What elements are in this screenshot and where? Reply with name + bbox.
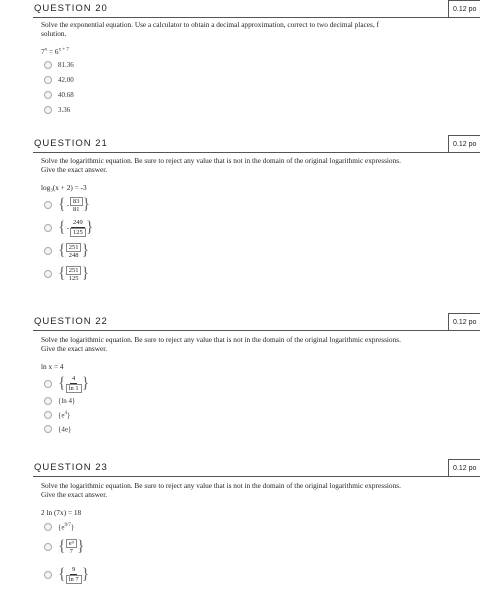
answer-option-a[interactable] xyxy=(44,374,89,394)
question-header xyxy=(0,0,480,18)
radio-button[interactable] xyxy=(44,397,52,405)
equation: $7^x = 6^{x + 7}$ xyxy=(41,47,69,56)
brace-open: { xyxy=(58,219,66,236)
brace-close: } xyxy=(85,219,94,236)
brace-close: } xyxy=(81,242,90,259)
option-label: 3.36 xyxy=(58,106,71,114)
radio-button[interactable] xyxy=(44,247,52,255)
brace-open: { xyxy=(58,242,66,259)
answer-option-c[interactable] xyxy=(44,565,89,585)
radio-button[interactable] xyxy=(44,523,52,531)
radio-button[interactable] xyxy=(44,380,52,388)
answer-option-d[interactable] xyxy=(44,423,71,435)
fraction: $\frac{9}{\ln 7}$ xyxy=(66,566,82,584)
option-label: $\{e^4\}$ xyxy=(58,410,71,420)
answer-option-b[interactable] xyxy=(44,74,74,86)
option-label: $\{e^{9/7}\}$ xyxy=(58,522,75,532)
answer-option-b[interactable]: { - $\frac{249}{125}$ } xyxy=(44,219,93,237)
radio-button[interactable] xyxy=(44,106,52,114)
fraction: $\frac{249}{125}$ xyxy=(70,219,86,237)
option-label: {ln 4} xyxy=(58,397,76,405)
radio-button[interactable] xyxy=(44,91,52,99)
fraction: $\frac{251}{125}$ xyxy=(66,266,82,283)
option-label: 40.68 xyxy=(58,91,74,99)
radio-button[interactable] xyxy=(44,61,52,69)
brace-close: } xyxy=(81,265,90,282)
header-rule xyxy=(33,152,448,153)
option-label: 81.36 xyxy=(58,61,74,69)
brace-close: } xyxy=(76,538,85,555)
brace-open: { xyxy=(58,196,66,213)
points-badge: 0.12 po xyxy=(448,135,480,153)
header-rule xyxy=(33,17,448,18)
option-label: 42.00 xyxy=(58,76,74,84)
question-title: QUESTION 22 xyxy=(34,316,108,327)
question-title: QUESTION 20 xyxy=(34,3,108,14)
radio-button[interactable] xyxy=(44,411,52,419)
brace-close: } xyxy=(81,566,90,583)
answer-option-d[interactable] xyxy=(44,104,70,116)
answer-option-c[interactable] xyxy=(44,409,70,421)
header-rule xyxy=(33,476,448,477)
fraction: $\frac{83}{81}$ xyxy=(70,197,83,214)
brace-open: { xyxy=(58,375,66,392)
radio-button[interactable] xyxy=(44,201,52,209)
radio-button[interactable] xyxy=(44,224,52,232)
points-badge: 0.12 po xyxy=(448,313,480,331)
points-badge: 0.12 po xyxy=(448,459,480,477)
question-title: QUESTION 23 xyxy=(34,462,108,473)
answer-option-d[interactable] xyxy=(44,265,89,283)
answer-option-a[interactable] xyxy=(44,59,74,71)
brace-close: } xyxy=(81,375,90,392)
option-label: {4e} xyxy=(58,425,72,434)
equation: ln x = 4 xyxy=(41,362,64,371)
radio-button[interactable] xyxy=(44,571,52,579)
radio-button[interactable] xyxy=(44,76,52,84)
equation: 2 ln (7x) = 18 xyxy=(41,508,82,517)
radio-button[interactable] xyxy=(44,425,52,433)
question-header xyxy=(0,459,480,477)
question-prompt: Solve the exponential equation. Use a calculator to obtain a decimal approximation, correct to two decimal places, f solution. xyxy=(41,20,379,38)
question-prompt: Solve the logarithmic equation. Be sure to reject any value that is not in the domain of the original logarithmic expressions. Give the exact answer. xyxy=(41,481,401,499)
equation: log₃(x + 2) = -3 xyxy=(41,183,87,192)
question-title: QUESTION 21 xyxy=(34,138,108,149)
header-rule xyxy=(33,330,448,331)
question-header xyxy=(0,135,480,153)
answer-option-c[interactable] xyxy=(44,242,89,260)
fraction: $\frac{\text{e⁹}}{7}$ xyxy=(66,539,77,556)
brace-close: } xyxy=(82,196,91,213)
radio-button[interactable] xyxy=(44,270,52,278)
brace-open: { xyxy=(58,538,66,555)
answer-option-a[interactable]: { - $\frac{83}{81}$ } xyxy=(44,196,90,214)
answer-option-b[interactable] xyxy=(44,395,75,407)
question-prompt: Solve the logarithmic equation. Be sure to reject any value that is not in the domain of the original logarithmic expressions. Give the exact answer. xyxy=(41,156,401,174)
points-badge: 0.12 po xyxy=(448,0,480,18)
answer-option-a[interactable] xyxy=(44,518,74,536)
fraction: $\frac{251}{248}$ xyxy=(66,243,82,260)
answer-option-c[interactable] xyxy=(44,89,74,101)
radio-button[interactable] xyxy=(44,543,52,551)
question-prompt: Solve the logarithmic equation. Be sure to reject any value that is not in the domain of the original logarithmic expressions. Give the exact answer. xyxy=(41,335,401,353)
question-header xyxy=(0,313,480,331)
fraction: $\frac{4}{\ln 1}$ xyxy=(66,375,82,393)
brace-open: { xyxy=(58,566,66,583)
brace-open: { xyxy=(58,265,66,282)
answer-option-b[interactable] xyxy=(44,537,85,557)
